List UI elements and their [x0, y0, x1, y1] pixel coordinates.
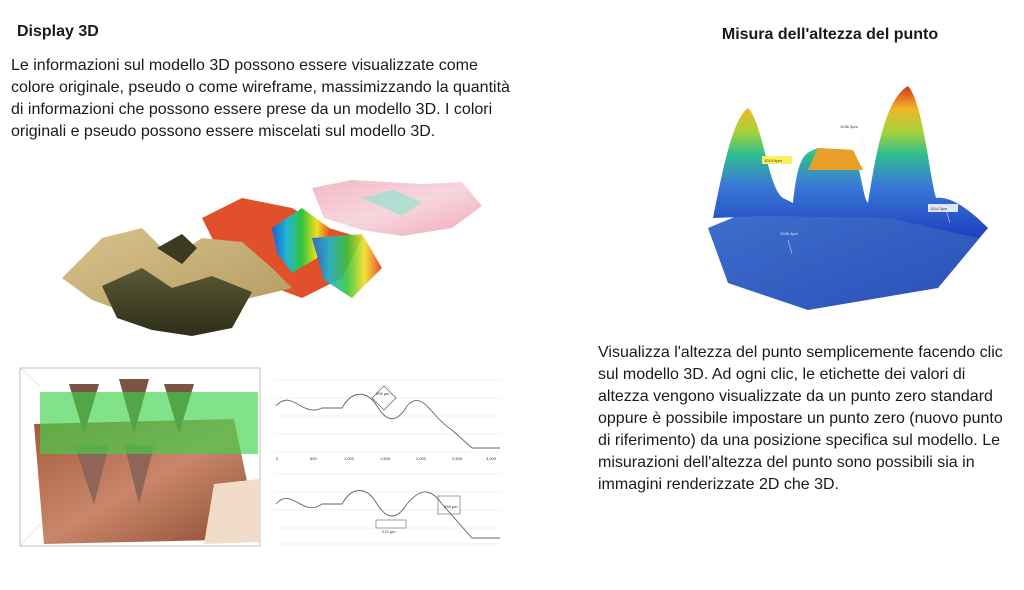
- display-3d-description: Le informazioni sul modello 3D possono essere visualizzate come colore originale, pseudo o come wireframe, massimizzando la quantità di informazioni che possono essere prese da un modello 3D. I colori originali e pseudo possono essere miscelati sul modello 3D.: [11, 57, 510, 140]
- profile-label-top: 255 µm: [376, 391, 390, 396]
- svg-text:1,500: 1,500: [380, 456, 391, 461]
- section-title-display-3d: Display 3D: [17, 23, 99, 40]
- profile-label-bottom-1: 270 µm: [382, 529, 396, 534]
- height-label-1: 1036.3µm: [840, 124, 858, 129]
- svg-text:1,000: 1,000: [344, 456, 355, 461]
- svg-text:500: 500: [310, 456, 317, 461]
- profile-label-bottom-2: 338 µm: [444, 504, 458, 509]
- svg-text:3,000: 3,000: [486, 456, 497, 461]
- figure-height-map: [688, 78, 988, 314]
- section-title-height-measure: Misura dell'altezza del punto: [721, 26, 939, 43]
- svg-text:0: 0: [276, 456, 279, 461]
- height-label-4: 1026.4µm: [780, 231, 798, 236]
- figure-3d-models: [62, 168, 502, 340]
- figure-profiles: [272, 378, 504, 548]
- height-label-3: 1114.3µm: [930, 206, 948, 211]
- height-label-2: 1019.9µm: [764, 158, 782, 163]
- figure-section-3d: [14, 364, 266, 554]
- svg-text:2,000: 2,000: [416, 456, 427, 461]
- x-axis-ticks-top: [276, 456, 497, 461]
- svg-text:2,500: 2,500: [452, 456, 463, 461]
- height-measure-description: Visualizza l'altezza del punto semplicemente facendo clic sul modello 3D. Ad ogni clic, le etichette dei valori di altezza vengono visualizzate da un punto zero standard oppure è possibile impostare un punto zero (nuovo punto di riferimento) da una posizione specifica sul modello. Le misurazioni dell'altezza del punto sono possibili sia in immagini renderizzate 2D che 3D.: [598, 344, 1003, 493]
